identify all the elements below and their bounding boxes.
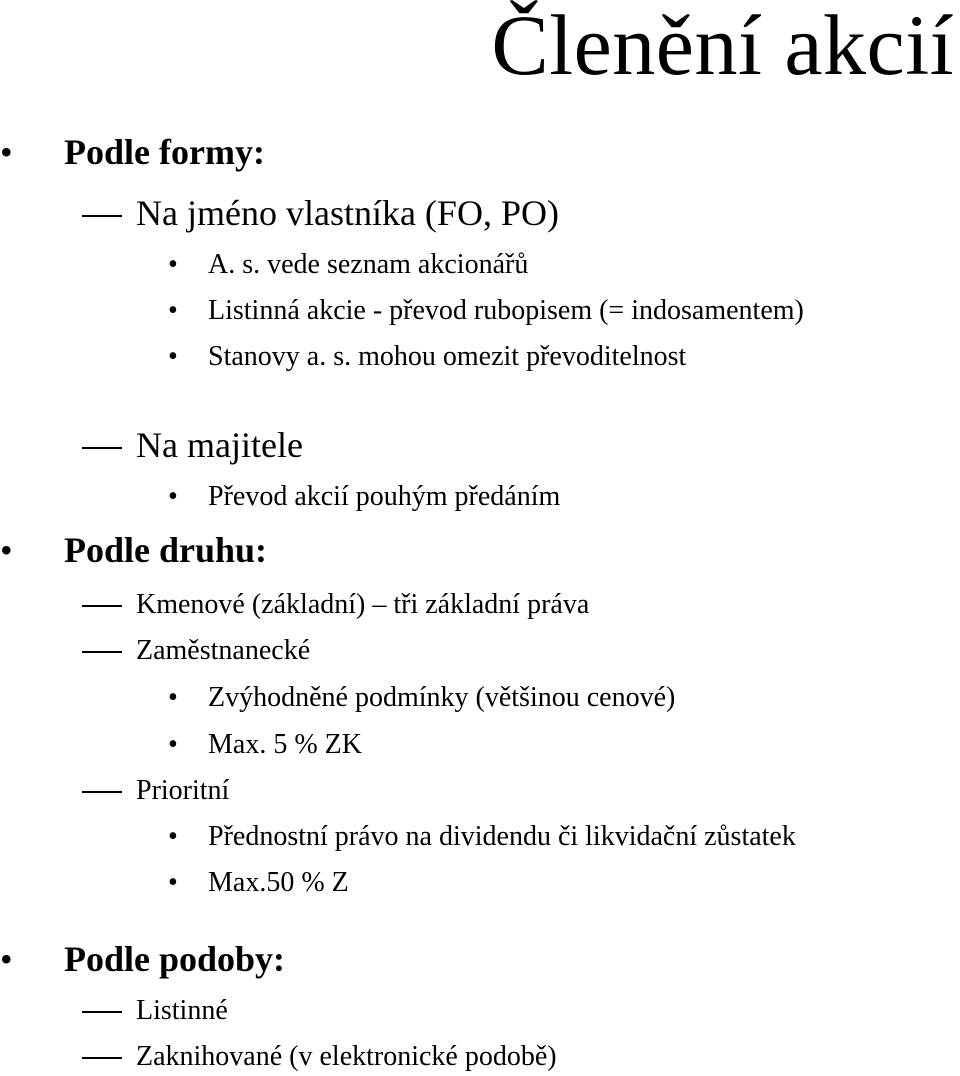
bullet-icon: • — [0, 132, 13, 172]
list-item-label: Zaknihované (v elektronické podobě) — [136, 1041, 557, 1072]
sub-item-label: Listinná akcie - převod rubopisem (= indosamentem) — [208, 295, 804, 326]
dash-icon — [82, 791, 122, 793]
section-heading-label: Podle formy: — [64, 132, 265, 172]
list-item-label: Listinné — [136, 995, 228, 1026]
bullet-icon: • — [168, 821, 178, 852]
sub-item-label: Stanovy a. s. mohou omezit převoditelnost — [208, 341, 687, 372]
bullet-icon: • — [168, 867, 178, 898]
bullet-icon: • — [168, 481, 178, 512]
slide-title: Členění akcií — [491, 0, 954, 93]
dash-icon — [82, 651, 122, 653]
section-heading-label: Podle druhu: — [64, 530, 268, 570]
bullet-icon: • — [168, 249, 178, 280]
dash-icon — [82, 1011, 122, 1013]
dash-icon — [82, 215, 122, 217]
dash-icon — [82, 605, 122, 607]
list-item-label: Zaměstnanecké — [136, 635, 311, 666]
bullet-icon: • — [0, 939, 13, 979]
dash-icon — [82, 1057, 122, 1059]
bullet-icon: • — [168, 295, 178, 326]
sub-item-label: A. s. vede seznam akcionářů — [208, 249, 529, 280]
sub-item-label: Max.50 % Z — [208, 867, 349, 898]
list-item-label: Prioritní — [136, 775, 230, 806]
sub-item-label: Přednostní právo na dividendu či likvidační zůstatek — [208, 821, 796, 852]
bullet-icon: • — [168, 341, 178, 372]
bullet-icon: • — [168, 682, 178, 713]
sub-item-label: Max. 5 % ZK — [208, 729, 362, 760]
section-heading-label: Podle podoby: — [64, 939, 286, 979]
list-item-label: Na jméno vlastníka (FO, PO) — [136, 193, 559, 233]
sub-item-label: Převod akcií pouhým předáním — [208, 481, 561, 512]
dash-icon — [82, 447, 122, 449]
list-item-label: Na majitele — [136, 425, 303, 465]
bullet-icon: • — [0, 530, 13, 570]
bullet-icon: • — [168, 729, 178, 760]
list-item-label: Kmenové (základní) – tři základní práva — [136, 589, 590, 620]
sub-item-label: Zvýhodněné podmínky (většinou cenové) — [208, 682, 676, 713]
